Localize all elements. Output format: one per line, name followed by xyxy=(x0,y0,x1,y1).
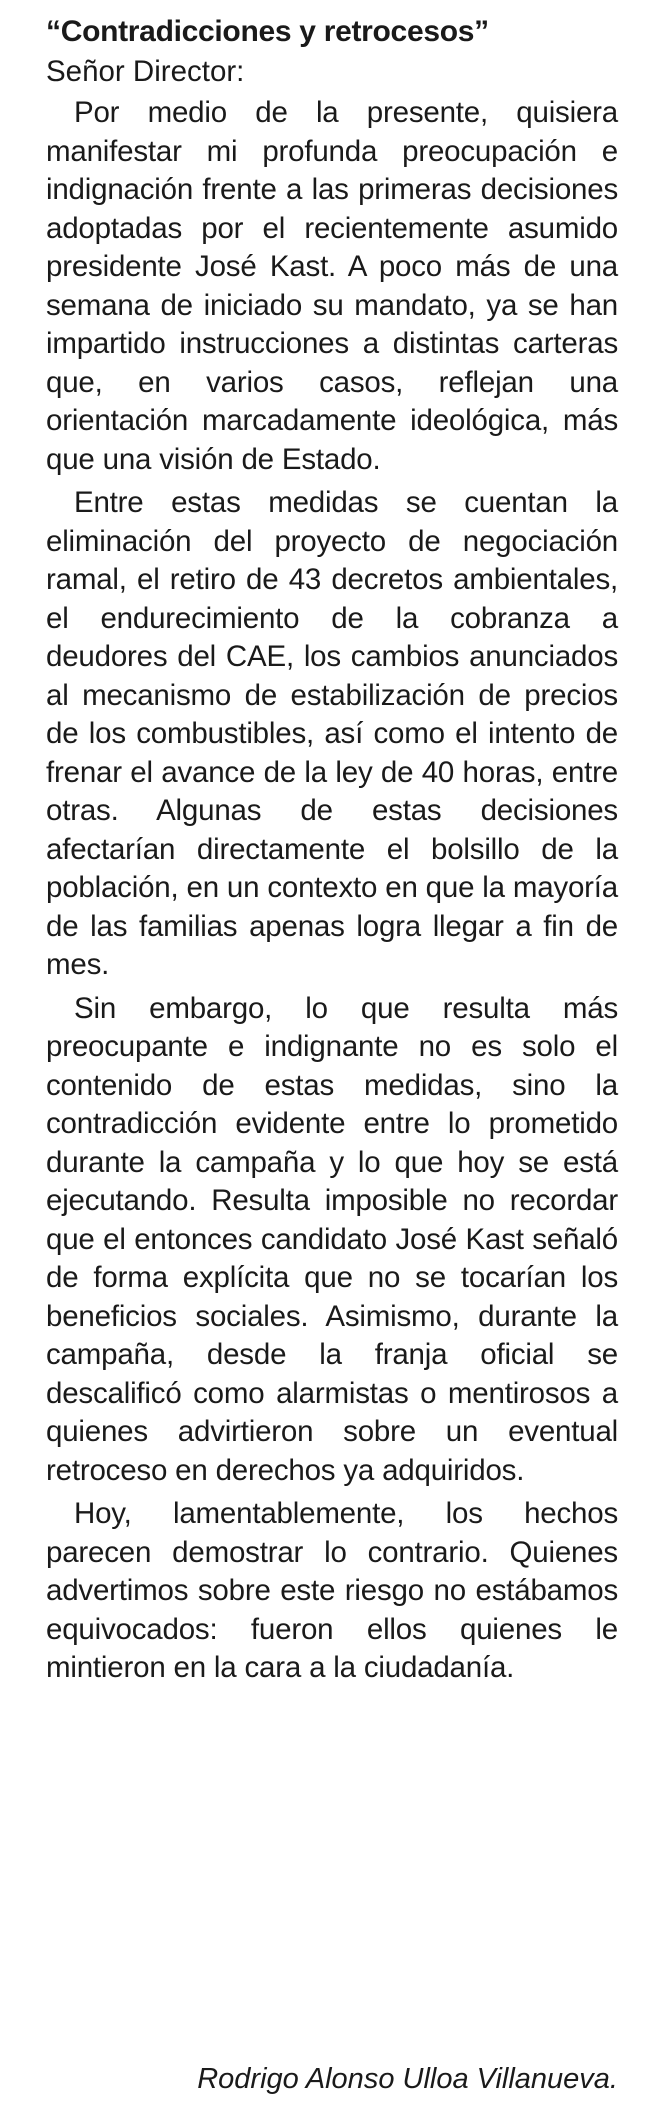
paragraph-3: Sin embargo, lo que resulta más preocupante e indignante no es solo el contenido de estas medidas, sino la contradicción evidente entre lo prometido durante la campaña y lo que hoy se está ejecutando. Resulta imposible no recordar que el entonces candidato José Kast señaló de forma explícita que no se tocarían los beneficios sociales. Asimismo, durante la campaña, desde la franja oficial se descalificó como alarmistas o mentirosos a quienes advirtieron sobre un eventual retroceso en derechos ya adquiridos. xyxy=(46,991,618,1487)
salutation: Señor Director: xyxy=(46,55,245,88)
letter-title: “Contradicciones y retrocesos” xyxy=(46,15,489,48)
signature: Rodrigo Alonso Ulloa Villanueva. xyxy=(197,2063,618,2095)
letter xyxy=(46,12,618,1693)
paragraph-4: Hoy, lamentablemente, los hechos parecen demostrar lo contrario. Quienes advertimos sobre este riesgo no estábamos equivocados: fueron ellos quienes le mintieron en la cara a la ciudadanía. xyxy=(46,1497,618,1684)
paragraph-2: Entre estas medidas se cuentan la eliminación del proyecto de negociación ramal, el retiro de 43 decretos ambientales, el endurecimiento de la cobranza a deudores del CAE, los cambios anunciados al mecanismo de estabilización de precios de los combustibles, así como el intento de frenar el avance de la ley de 40 horas, entre otras. Algunas de estas decisiones afectarían directamente el bolsillo de la población, en un contexto en que la mayoría de las familias apenas logra llegar a fin de mes. xyxy=(46,486,618,981)
paragraph-1: Por medio de la presente, quisiera manifestar mi profunda preocupación e indignación frente a las primeras decisiones adoptadas por el recientemente asumido presidente José Kast. A poco más de una semana de iniciado su mandato, ya se han impartido instrucciones a distintas carteras que, en varios casos, reflejan una orientación marcadamente ideológica, más que una visión de Estado. xyxy=(46,96,618,476)
